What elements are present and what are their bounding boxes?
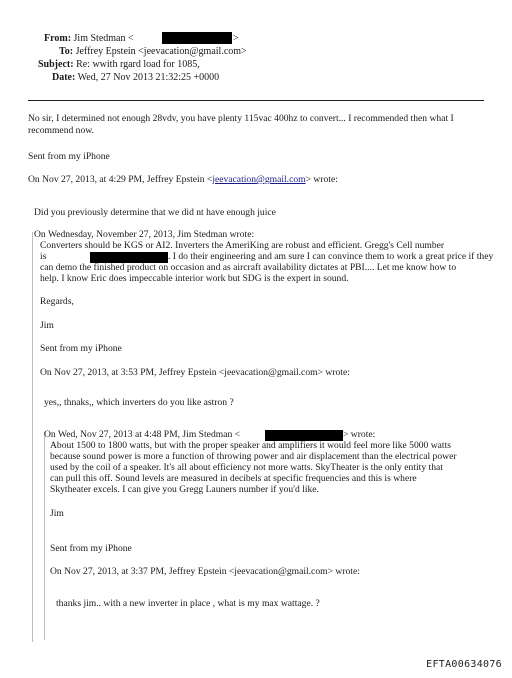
watts-line-1: About 1500 to 1800 watts, but with the proper speaker and amplifiers it would feel more like 5000 watts: [50, 440, 451, 451]
signature-jim-2: Jim: [50, 508, 64, 519]
date-value: Wed, 27 Nov 2013 21:32:25 +0000: [77, 72, 220, 83]
from-label: From:: [44, 33, 72, 44]
regards: Regards,: [40, 296, 74, 307]
quote-header-1-prefix: On Nov 27, 2013, at 4:29 PM, Jeffrey Epstein <: [28, 174, 213, 185]
sent-from-iphone-2: Sent from my iPhone: [40, 343, 122, 354]
quote-header-2: On Nov 27, 2013, at 3:53 PM, Jeffrey Epstein <jeevacation@gmail.com> wrote:: [40, 367, 350, 378]
quote-header-wednesday: On Wednesday, November 27, 2013, Jim Stedman wrote:: [34, 229, 255, 240]
converters-line-2-start: is: [40, 251, 47, 262]
quote-header-4: On Nov 27, 2013, at 3:37 PM, Jeffrey Epstein <jeevacation@gmail.com> wrote:: [50, 566, 360, 577]
from-value: Jim Stedman <: [73, 33, 134, 44]
email-link[interactable]: jeevacation@gmail.com: [212, 174, 306, 185]
subject-value: Re: wwith rgard load for 1085,: [76, 59, 200, 70]
signature-jim-1: Jim: [40, 320, 54, 331]
quote-header-3-prefix: On Wed, Nov 27, 2013 at 4:48 PM, Jim Stedman <: [44, 429, 241, 440]
watts-line-2: because sound power is more a function of throwing power and air displacement than the electrical power: [50, 451, 457, 462]
body-line-2: recommend now.: [28, 125, 94, 136]
quote-header-1-suffix: > wrote:: [305, 174, 338, 185]
header-subject-row: [38, 58, 200, 71]
header-date-row: [52, 71, 219, 84]
header-from-row: [44, 32, 134, 45]
subject-label: Subject:: [38, 59, 74, 70]
astron-question: yes,, thnaks,, which inverters do you like astron ?: [44, 397, 234, 408]
juice-question: Did you previously determine that we did nt have enough juice: [34, 207, 276, 218]
watts-line-4: can pull this off. Sound levels are measured in decibels at specific frequencies and this is where: [50, 473, 417, 484]
converters-line-1: Converters should be KGS or AI2. Inverters the AmeriKing are robust and efficient. Gregg's Cell number: [40, 240, 445, 251]
watts-line-5: Skytheater excels. I can give you Gregg Launers number if you'd like.: [50, 484, 319, 495]
converters-line-4: help. I know Eric does impeccable interior work but SDG is the expert in sound.: [40, 273, 349, 284]
quote-bar-2: [44, 432, 45, 640]
converters-line-2-end: . I do their engineering and am sure I can convince them to work a great price if they: [168, 251, 494, 262]
sent-from-iphone-3: Sent from my iPhone: [50, 543, 132, 554]
redaction-box: [162, 32, 232, 44]
to-value: Jeffrey Epstein <jeevacation@gmail.com>: [75, 46, 247, 57]
from-tail: >: [233, 33, 239, 44]
quote-header-1: [28, 174, 338, 187]
watts-line-3: used by the coil of a speaker. It's all about efficiency not more watts. SkyTheater is the only entity that: [50, 462, 443, 473]
body-line-1: No sir, I determined not enough 28vdv, you have plenty 115vac 400hz to convert... I recommended then what I: [28, 113, 454, 124]
converters-line-3: can demo the finished product on occasion and as aircraft availability dictates at PBI.... Let me know how to: [40, 262, 457, 273]
header-to-row: [59, 45, 247, 58]
sent-from-iphone-1: Sent from my iPhone: [28, 151, 110, 162]
quote-bar-1: [32, 232, 33, 642]
to-label: To:: [59, 46, 74, 57]
date-label: Date:: [52, 72, 76, 83]
header-divider: [28, 100, 484, 101]
wattage-question: thanks jim.. with a new inverter in place , what is my max wattage. ?: [56, 598, 320, 609]
bates-number: EFTA00634076: [426, 659, 502, 670]
quote-header-3-suffix: > wrote:: [343, 429, 376, 440]
